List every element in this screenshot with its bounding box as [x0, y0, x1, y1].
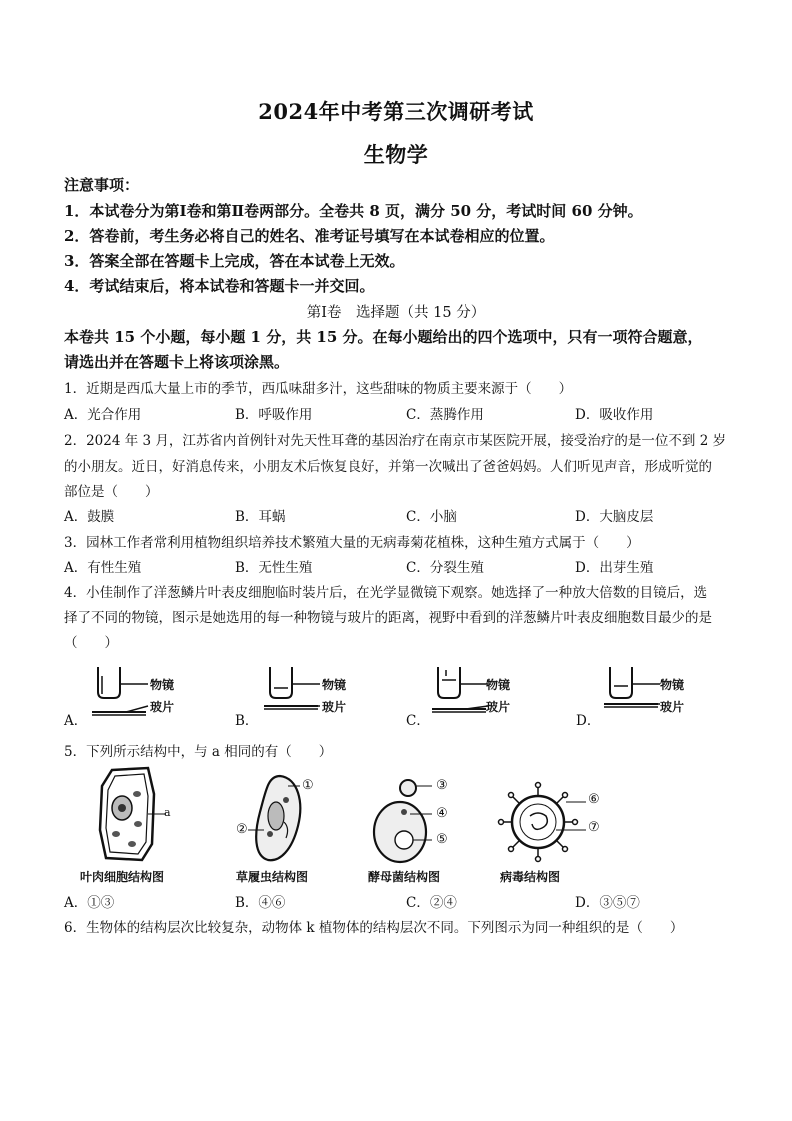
- option-c: C．: [406, 713, 430, 729]
- objective-label: 物镜: [150, 678, 175, 692]
- section-intro: 本卷共 15 个小题，每小题 1 分，共 15 分。在每小题给出的四个选项中，只有一项符合题意，: [64, 328, 703, 346]
- option-a: A．①③: [64, 895, 115, 911]
- notice-item: 3．答案全部在答题卡上完成，答在本试卷上无效。: [64, 252, 405, 270]
- option-b: B．耳蜗: [235, 509, 286, 525]
- slide-label: 玻片: [150, 700, 175, 714]
- question-4-stem: （ ）: [64, 635, 118, 651]
- virus-diagram: [492, 780, 592, 866]
- mark-1: ①: [302, 778, 314, 793]
- option-c: C．小脑: [406, 509, 457, 525]
- exam-title: 2024年中考第三次调研考试: [258, 99, 534, 124]
- notice-item: 2．答卷前，考生务必将自己的姓名、准考证号填写在本试卷相应的位置。: [64, 227, 555, 245]
- slide-label: 玻片: [660, 700, 685, 714]
- question-2-stem: 的小朋友。近日，好消息传来，小朋友术后恢复良好，并第一次喊出了爸爸妈妈。人们听见声音，形成听觉的: [64, 459, 712, 475]
- notice-item: 4．考试结束后，将本试卷和答题卡一并交回。: [64, 277, 375, 295]
- question-1-stem: 1．近期是西瓜大量上市的季节，西瓜味甜多汁，这些甜味的物质主要来源于（ ）: [64, 381, 573, 397]
- option-d: D．: [576, 713, 601, 729]
- question-6-stem: 6．生物体的结构层次比较复杂，动物体 k 植物体的结构层次不同。下列图示为同一种组织的是（ ）: [64, 920, 684, 936]
- option-a: A．鼓膜: [64, 509, 115, 525]
- option-a: A．: [64, 713, 88, 729]
- notice-item: 1．本试卷分为第Ⅰ卷和第Ⅱ卷两部分。全卷共 8 页，满分 50 分，考试时间 60 分钟。: [64, 202, 643, 220]
- paramecium-caption: 草履虫结构图: [236, 870, 309, 884]
- question-5-stem: 5．下列所示结构中，与 a 相同的有（ ）: [64, 744, 333, 760]
- option-c: C．蒸腾作用: [406, 407, 484, 423]
- mesophyll-cell-diagram: [92, 764, 172, 864]
- slide-label: 玻片: [322, 700, 347, 714]
- mark-3: ③: [436, 778, 448, 793]
- option-c: C．②④: [406, 895, 457, 911]
- mark-6: ⑥: [588, 792, 600, 807]
- virus-caption: 病毒结构图: [500, 870, 561, 884]
- mark-2: ②: [236, 822, 248, 837]
- option-b: B．无性生殖: [235, 560, 313, 576]
- mark-4: ④: [436, 806, 448, 821]
- question-4-stem: 择了不同的物镜，图示是她选用的每一种物镜与玻片的距离，视野中看到的洋葱鳞片叶表皮细胞数目最少的是: [64, 610, 712, 626]
- mark-5: ⑤: [436, 832, 448, 847]
- section-title: 第Ⅰ卷 选择题（共 15 分）: [306, 305, 486, 321]
- option-a: A．有性生殖: [64, 560, 142, 576]
- question-4-stem: 4．小佳制作了洋葱鳞片叶表皮细胞临时装片后，在光学显微镜下观察。她选择了一种放大倍数的目镜后，选: [64, 585, 708, 601]
- option-b: B．④⑥: [235, 895, 286, 911]
- option-b: B．: [235, 713, 259, 729]
- option-d: D．出芽生殖: [575, 560, 654, 576]
- option-a: A．光合作用: [64, 407, 142, 423]
- option-d: D．吸收作用: [575, 407, 654, 423]
- option-d: D．大脑皮层: [575, 509, 654, 525]
- option-d: D．③⑤⑦: [575, 895, 640, 911]
- objective-label: 物镜: [660, 678, 685, 692]
- mesophyll-caption: 叶肉细胞结构图: [80, 870, 165, 884]
- yeast-caption: 酵母菌结构图: [368, 870, 441, 884]
- question-3-stem: 3．园林工作者常利用植物组织培养技术繁殖大量的无病毒菊花植株，这种生殖方式属于（ ）: [64, 535, 640, 551]
- subject-title: 生物学: [363, 142, 429, 167]
- option-c: C．分裂生殖: [406, 560, 484, 576]
- objective-label: 物镜: [322, 678, 347, 692]
- option-b: B．呼吸作用: [235, 407, 313, 423]
- slide-label: 玻片: [486, 700, 511, 714]
- question-2-stem: 部位是（ ）: [64, 484, 159, 500]
- label-a: a: [164, 806, 171, 819]
- objective-label: 物镜: [486, 678, 511, 692]
- section-intro: 请选出并在答题卡上将该项涂黑。: [64, 353, 290, 371]
- mark-7: ⑦: [588, 820, 600, 835]
- notice-heading: 注意事项：: [64, 176, 140, 194]
- question-2-stem: 2．2024 年 3 月，江苏省内首例针对先天性耳聋的基因治疗在南京市某医院开展，接受治疗的是一位不到 2 岁: [64, 433, 727, 449]
